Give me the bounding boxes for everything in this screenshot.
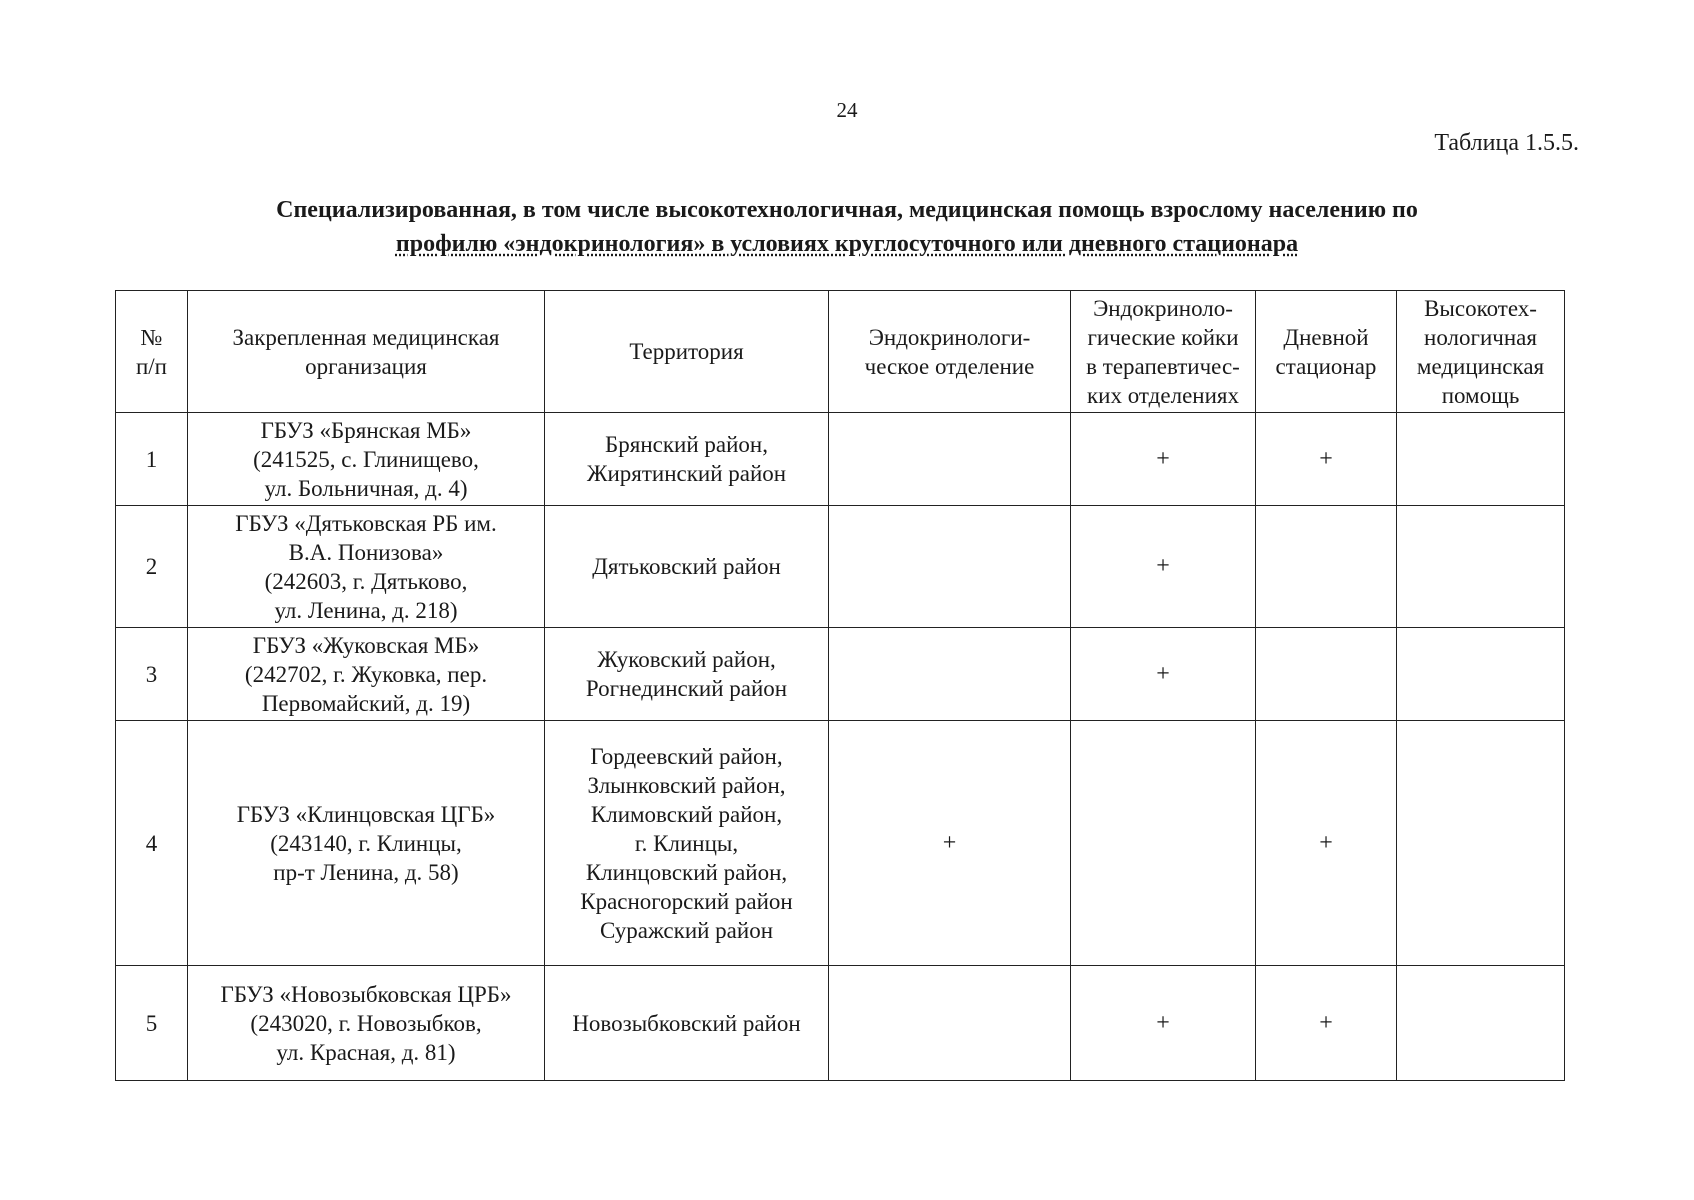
row-number: 2	[116, 506, 188, 628]
territory-cell	[545, 721, 829, 966]
endo-beds-cell: +	[1071, 506, 1256, 628]
cell-text-line: Климовский район,	[590, 801, 783, 827]
header-endocrinology-department	[829, 291, 1071, 413]
territory-cell	[545, 966, 829, 1081]
day-hospital-cell	[1256, 628, 1397, 721]
cell-text-line: Эндокриноло-	[1093, 295, 1233, 321]
header-organization	[188, 291, 545, 413]
document-title	[120, 193, 1574, 261]
cell-text-line: (243140, г. Клинцы,	[270, 830, 462, 856]
cell-text-line: ГБУЗ «Дятьковская РБ им.	[235, 510, 497, 536]
cell-text-line: ул. Красная, д. 81)	[276, 1039, 456, 1065]
table-label: Таблица 1.5.5.	[1434, 130, 1579, 156]
cell-text-line: Эндокринологи-	[868, 324, 1031, 350]
header-high-tech-care	[1397, 291, 1565, 413]
territory-cell	[545, 413, 829, 506]
title-line-2: профилю «эндокринология» в условиях круглосуточного или дневного стационара	[395, 231, 1299, 257]
high-tech-cell	[1397, 506, 1565, 628]
endo-dept-cell	[829, 628, 1071, 721]
day-hospital-cell: +	[1256, 966, 1397, 1081]
cell-text-line: Гордеевский район,	[590, 743, 783, 769]
cell-text-line: медицинская	[1416, 353, 1545, 379]
header-endocrinology-beds	[1071, 291, 1256, 413]
cell-text-line: организация	[305, 353, 427, 379]
cell-text-line: Жуковский район,	[597, 647, 776, 672]
cell-text-line: Первомайский, д. 19)	[261, 690, 471, 716]
organization-cell	[188, 628, 545, 721]
cell-text-line: ГБУЗ «Жуковская МБ»	[252, 632, 480, 658]
endo-beds-cell: +	[1071, 966, 1256, 1081]
header-day-hospital	[1256, 291, 1397, 413]
endo-dept-cell	[829, 413, 1071, 506]
cell-text-line: Рогнединский район	[585, 676, 788, 701]
cell-text-line: ул. Ленина, д. 218)	[274, 597, 458, 623]
table-row	[116, 413, 1565, 506]
cell-text-line: (242702, г. Жуковка, пер.	[244, 661, 488, 687]
cell-text-line: ческое отделение	[864, 353, 1035, 379]
high-tech-cell	[1397, 721, 1565, 966]
cell-text-line: (242603, г. Дятьково,	[264, 568, 468, 594]
high-tech-cell	[1397, 413, 1565, 506]
organization-cell	[188, 966, 545, 1081]
day-hospital-cell: +	[1256, 413, 1397, 506]
row-number: 3	[116, 628, 188, 721]
organization-cell	[188, 413, 545, 506]
high-tech-cell	[1397, 628, 1565, 721]
endo-beds-cell: +	[1071, 628, 1256, 721]
cell-text-line: п/п	[135, 353, 167, 379]
cell-text-line: Злынковский район,	[587, 772, 786, 798]
row-number: 5	[116, 966, 188, 1081]
cell-text-line: Новозыбковский район	[572, 1010, 801, 1036]
table-row	[116, 721, 1565, 966]
territory-cell	[545, 506, 829, 628]
cell-text-line: ул. Больничная, д. 4)	[264, 475, 468, 501]
cell-text-line: №	[140, 324, 163, 350]
header-num	[116, 291, 188, 413]
header-territory	[545, 291, 829, 413]
cell-text-line: помощь	[1441, 382, 1520, 408]
day-hospital-cell: +	[1256, 721, 1397, 966]
cell-text-line: Дневной	[1283, 324, 1369, 350]
organization-cell	[188, 506, 545, 628]
cell-text-line: Клинцовский район,	[585, 859, 788, 885]
territory-cell	[545, 628, 829, 721]
cell-text-line: нологичная	[1424, 324, 1537, 350]
endo-beds-cell: +	[1071, 413, 1256, 506]
row-number: 1	[116, 413, 188, 506]
cell-text-line: (241525, с. Глинищево,	[253, 446, 479, 472]
endo-beds-cell	[1071, 721, 1256, 966]
cell-text-line: ГБУЗ «Новозыбковская ЦРБ»	[220, 981, 512, 1007]
cell-text-line: ГБУЗ «Клинцовская ЦГБ»	[236, 801, 496, 827]
row-number: 4	[116, 721, 188, 966]
table-row	[116, 966, 1565, 1081]
endo-dept-cell: +	[829, 721, 1071, 966]
cell-text-line: Территория	[629, 339, 744, 364]
cell-text-line: В.А. Понизова»	[288, 539, 444, 565]
cell-text-line: Закрепленная медицинская	[232, 324, 500, 350]
cell-text-line: пр-т Ленина, д. 58)	[273, 859, 459, 885]
medical-care-table	[115, 290, 1565, 1081]
cell-text-line: г. Клинцы,	[634, 830, 739, 856]
cell-text-line: Красногорский район	[580, 888, 793, 914]
cell-text-line: Суражский район	[599, 917, 774, 943]
cell-text-line: гические койки	[1087, 324, 1239, 350]
cell-text-line: стационар	[1275, 353, 1377, 379]
header-row	[116, 291, 1565, 413]
cell-text-line: Жирятинский район	[586, 461, 787, 486]
organization-cell	[188, 721, 545, 966]
page-number: 24	[836, 98, 858, 122]
cell-text-line: Брянский район,	[605, 432, 768, 457]
table-row	[116, 506, 1565, 628]
endo-dept-cell	[829, 506, 1071, 628]
title-line-1: Специализированная, в том числе высокотехнологичная, медицинская помощь взрослому населению по	[276, 197, 1418, 223]
cell-text-line: в терапевтичес-	[1086, 353, 1240, 379]
high-tech-cell	[1397, 966, 1565, 1081]
cell-text-line: Высокотех-	[1424, 295, 1537, 321]
endo-dept-cell	[829, 966, 1071, 1081]
cell-text-line: Дятьковский район	[592, 554, 781, 579]
cell-text-line: ГБУЗ «Брянская МБ»	[260, 417, 472, 443]
cell-text-line: ких отделениях	[1087, 382, 1239, 408]
cell-text-line: (243020, г. Новозыбков,	[250, 1010, 482, 1036]
day-hospital-cell	[1256, 506, 1397, 628]
table-row	[116, 628, 1565, 721]
